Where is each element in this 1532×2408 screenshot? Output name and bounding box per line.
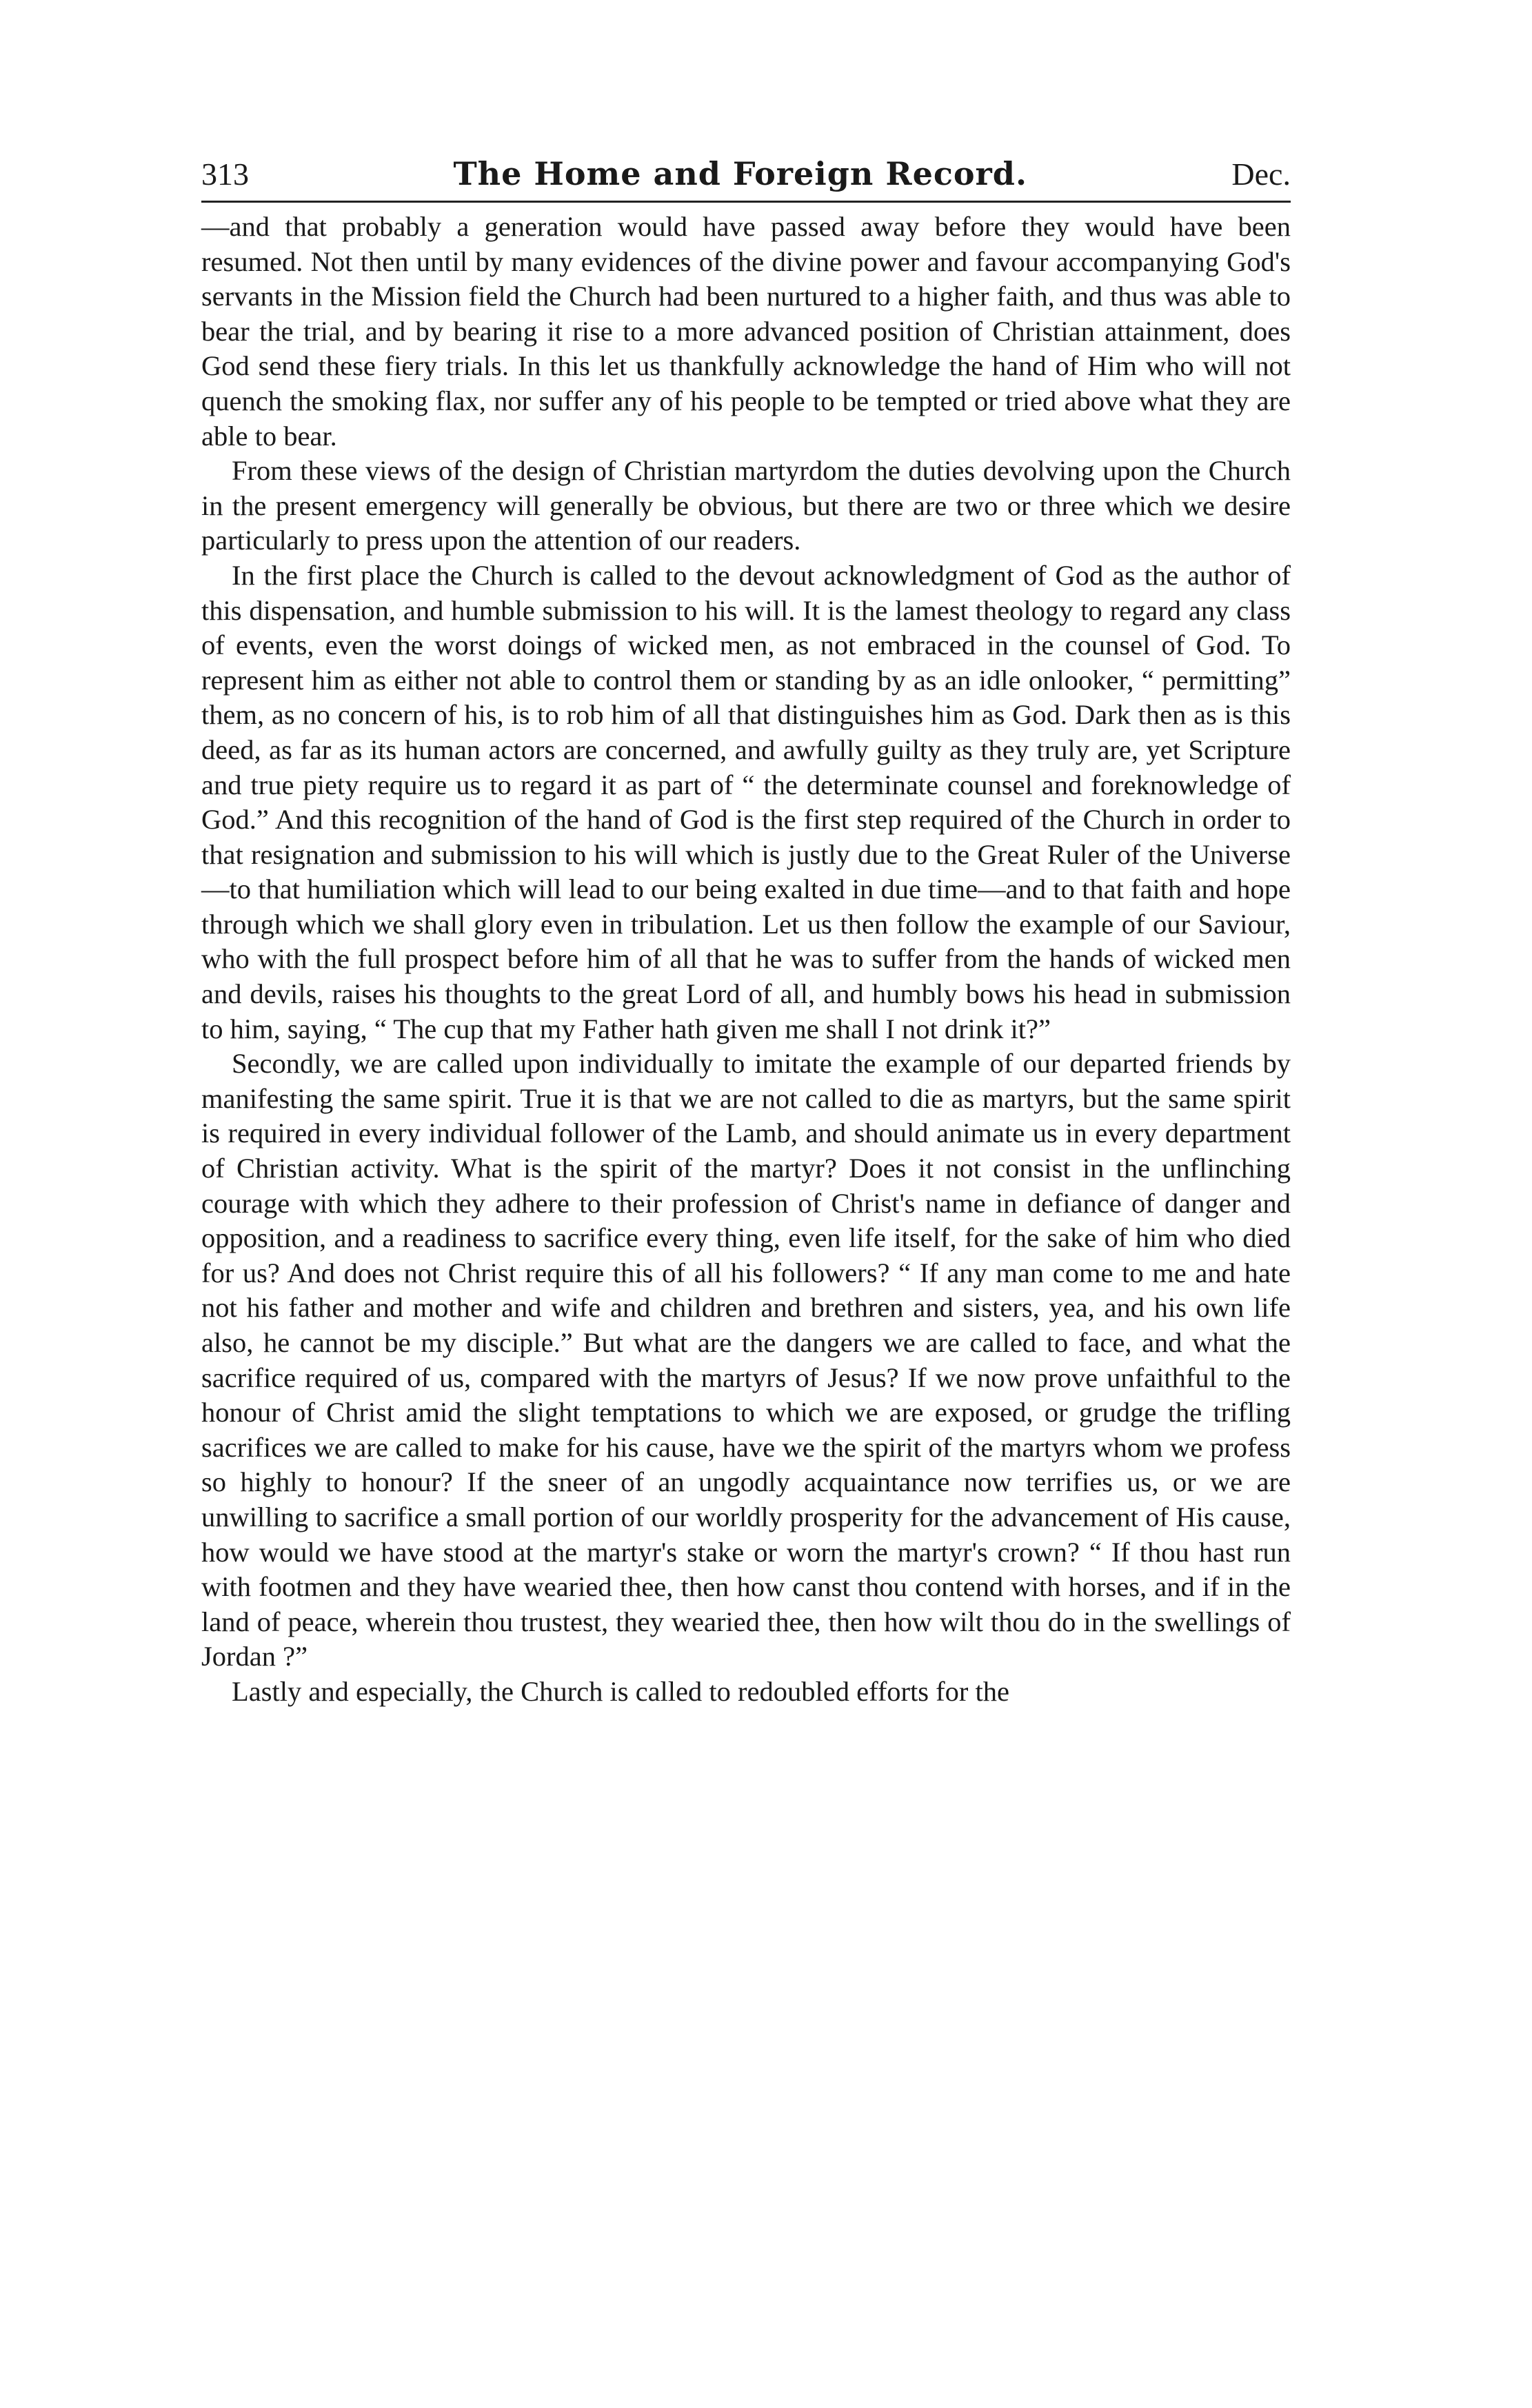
issue-month: Dec. [1231,156,1291,192]
page-number: 313 [201,156,249,192]
paragraph-first-place: In the first place the Church is called to the devout acknowledgment of God as the author of this dispensation, and humble submission to his will. It is the lamest theology to regard any class of events, even the worst doings of wicked men, as not embraced in the counsel of God. To represent him as either not able to control them or standing by as an idle onlooker, “ permitting” them, as no concern of his, is to rob him of all that distinguishes him as God. Dark then as is this deed, as far as its human actors are concerned, and awfully guilty as they truly are, yet Scripture and true piety require us to regard it as part of “ the determinate counsel and foreknowledge of God.” And this recognition of the hand of God is the first step required of the Church in order to that resignation and submission to his will which is justly due to the Great Ruler of the Universe—to that humiliation which will lead to our being exalted in due time—and to that faith and hope through which we shall glory even in tribulation. Let us then follow the example of our Saviour, who with the full prospect before him of all that he was to suffer from the hands of wicked men and devils, raises his thoughts to the great Lord of all, and humbly bows his head in submission to him, saying, “ The cup that my Father hath given me shall I not drink it?” [201,559,1291,1044]
paragraph-duties: From these views of the design of Christian martyrdom the duties devolving upon the Church in the present emergency will generally be obvious, but there are two or three which we desire particularly to press upon the attention of our readers. [201,455,1291,556]
paragraph-secondly: Secondly, we are called upon individually to imitate the example of our departed friends by manifesting the same spirit. True it is that we are not called to die as martyrs, but the same spirit is required in every individual follower of the Lamb, and should animate us in every department of Christian activity. What is the spirit of the martyr? Does it not consist in the unflinching courage with which they adhere to their profession of Christ's name in defiance of danger and opposition, and a readiness to sacrifice every thing, even life itself, for the sake of him who died for us? And does not Christ require this of all his followers? “ If any man come to me and hate not his father and mother and wife and children and brethren and sisters, yea, and his own life also, he cannot be my disciple.” But what are the dangers we are called to face, and what the sacrifice required of us, compared with the martyrs of Jesus? If we now prove unfaithful to the honour of Christ amid the slight temptations to which we are exposed, or grudge the trifling sacrifices we are called to make for his cause, have we the spirit of the martyrs whom we profess so highly to honour? If the sneer of an ungodly acquaintance now terrifies us, or we are unwilling to sacrifice a small portion of our worldly prosperity for the advancement of His cause, how would we have stood at the martyr's stake or worn the martyr's crown? “ If thou hast run with footmen and they have wearied thee, then how canst thou contend with horses, and if in the land of peace, wherein thou trustest, they wearied thee, then how wilt thou do in the swellings of Jordan ?” [201,1048,1291,1672]
paragraph-lastly: Lastly and especially, the Church is called to redoubled efforts for the [232,1675,1010,1707]
journal-title: The Home and Foreign Record. [453,155,1027,192]
article-body [201,210,1291,1710]
running-header [201,153,1291,203]
paragraph-continuation: —and that probably a generation would have passed away before they would have been resumed. Not then until by many evidences of the divine power and favour accompanying God's servants in the Mission field the Church had been nurtured to a higher faith, and thus was able to bear the trial, and by bearing it rise to a more advanced position of Christian attainment, does God send these fiery trials. In this let us thankfully acknowledge the hand of Him who will not quench the smoking flax, nor suffer any of his people to be tempted or tried above what they are able to bear. [201,211,1291,452]
document-page [201,153,1291,1710]
